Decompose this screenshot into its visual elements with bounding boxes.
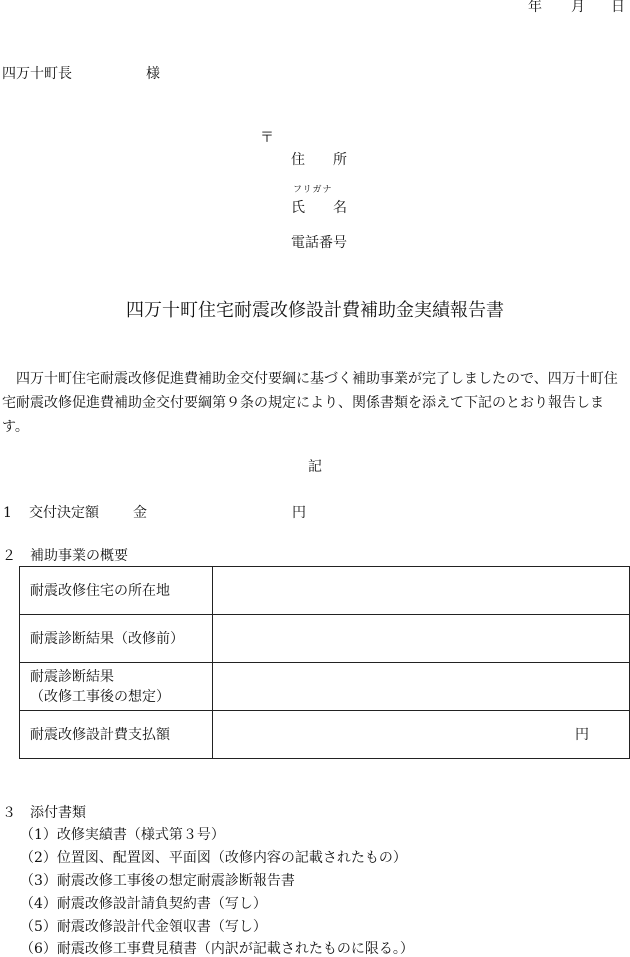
date-month-label: 月 (571, 0, 585, 15)
addressee-honorific: 様 (146, 66, 160, 82)
section2-heading: ２ 補助事業の概要 (2, 548, 128, 564)
body-paragraph: 四万十町住宅耐震改修促進費補助金交付要綱に基づく補助事業が完了しましたので、四万十町住宅耐震改修促進費補助金交付要綱第９条の規定により、関係書類を添えて下記のとおり報告します。 (2, 371, 618, 435)
table-row (20, 567, 630, 615)
addressee-name: 四万十町長 (2, 66, 72, 82)
attachment-item: （4）耐震改修設計請負契約書（写し） (20, 896, 267, 912)
date-day-label: 日 (611, 0, 625, 15)
attachment-item: （2）位置図、配置図、平面図（改修内容の記載されたもの） (20, 850, 407, 866)
table-cell-label-line2: （改修工事後の想定） (30, 688, 170, 705)
date-line (0, 0, 630, 16)
document-title: 四万十町住宅耐震改修設計費補助金実績報告書 (126, 300, 504, 321)
table-cell-label (20, 663, 213, 711)
furigana-label: フリガナ (293, 185, 333, 195)
table-cell-value[interactable]: 円 (213, 711, 630, 759)
project-summary-table (19, 566, 630, 759)
address-label: 住 所 (291, 152, 347, 168)
table-row (20, 663, 630, 711)
table-cell-label: 耐震診断結果（改修前） (20, 615, 213, 663)
ki-heading: 記 (308, 459, 322, 475)
name-label: 氏 名 (291, 200, 347, 216)
section1-kin: 金 (133, 505, 147, 521)
attachment-item: （6）耐震改修工事費見積書（内訳が記載されたものに限る。） (20, 941, 414, 957)
table-cell-value[interactable] (213, 663, 630, 711)
postal-code-mark: 〒 (260, 130, 274, 146)
table-cell-label-line1: 耐震診断結果 (30, 668, 114, 685)
attachment-item: （1）改修実績書（様式第３号） (20, 827, 225, 843)
table-cell-label: 耐震改修設計費支払額 (20, 711, 213, 759)
attachment-item: （3）耐震改修工事後の想定耐震診断報告書 (20, 873, 295, 889)
phone-label: 電話番号 (291, 235, 347, 251)
section1-number: 1 (3, 505, 12, 521)
table-row (20, 615, 630, 663)
attachment-item: （5）耐震改修設計代金領収書（写し） (20, 919, 267, 935)
table-cell-label: 耐震改修住宅の所在地 (20, 567, 213, 615)
table-cell-value[interactable] (213, 615, 630, 663)
table-cell-value[interactable] (213, 567, 630, 615)
section3-heading: ３ 添付書類 (2, 805, 86, 821)
date-year-label: 年 (528, 0, 542, 15)
table-row (20, 711, 630, 759)
section1-yen: 円 (292, 505, 306, 521)
section1-label: 交付決定額 (29, 505, 99, 521)
